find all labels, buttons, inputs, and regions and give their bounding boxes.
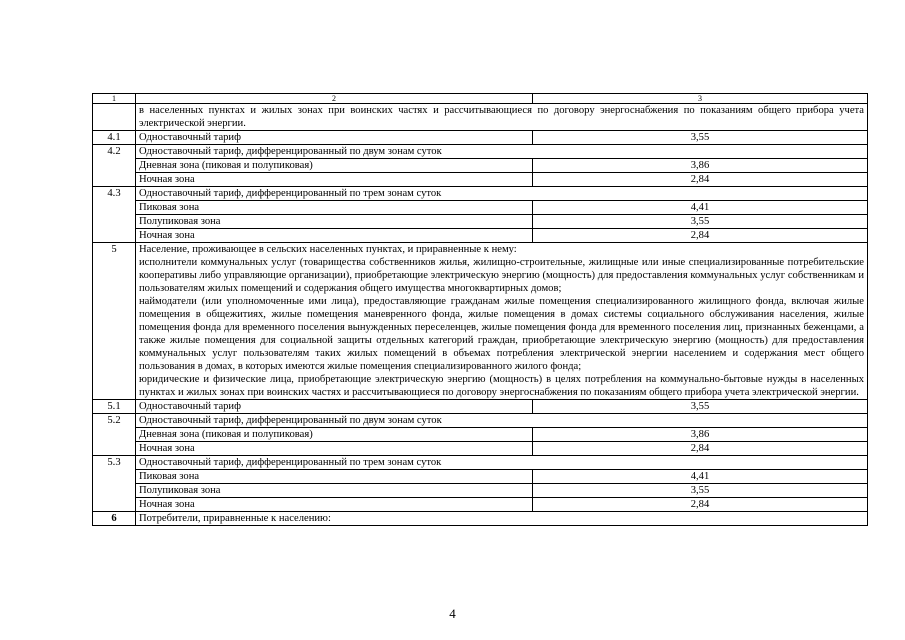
row-number: 4.3 <box>93 187 136 243</box>
row-text: в населенных пунктах и жилых зонах при воинских частях и рассчитывающиеся по договору энергоснабжения по показаниям общего прибора учета электрической энергии. <box>136 104 868 131</box>
header-cell-2: 2 <box>136 94 533 104</box>
row-number: 5.2 <box>93 414 136 456</box>
row-value: 3,55 <box>533 215 868 229</box>
row-number: 5.1 <box>93 400 136 414</box>
table-row <box>93 131 868 145</box>
table-row <box>93 400 868 414</box>
table-row <box>93 229 868 243</box>
row-text: Пиковая зона <box>136 201 533 215</box>
row-value: 3,86 <box>533 428 868 442</box>
row-number: 6 <box>93 512 136 526</box>
row-number <box>93 104 136 131</box>
row-number: 4.1 <box>93 131 136 145</box>
row-text: Ночная зона <box>136 173 533 187</box>
row-number: 5.3 <box>93 456 136 512</box>
table-row <box>93 145 868 159</box>
row-text: Одноставочный тариф, дифференцированный по двум зонам суток <box>136 145 868 159</box>
row-text: Дневная зона (пиковая и полупиковая) <box>136 428 533 442</box>
row-text: Пиковая зона <box>136 470 533 484</box>
row-value: 2,84 <box>533 442 868 456</box>
row-value: 3,55 <box>533 400 868 414</box>
row-value: 4,41 <box>533 470 868 484</box>
row-text: Дневная зона (пиковая и полупиковая) <box>136 159 533 173</box>
row-text: Полупиковая зона <box>136 215 533 229</box>
tariff-table <box>92 93 868 526</box>
row-value: 3,55 <box>533 484 868 498</box>
table-row <box>93 173 868 187</box>
table-row <box>93 104 868 131</box>
section-5-paragraph: юридические и физические лица, приобретающие электрическую энергию (мощность) в целях потребления на коммунально-бытовые нужды в населенных пунктах и жилых зонах при воинских частях и рассчитывающиеся по договору энергоснабжения по показаниям общего прибора учета электрической энергии. <box>139 374 864 398</box>
row-text: Одноставочный тариф, дифференцированный по двум зонам суток <box>136 414 868 428</box>
table-header-row <box>93 94 868 104</box>
section-5-text <box>136 243 868 400</box>
table-row <box>93 470 868 484</box>
row-value: 2,84 <box>533 173 868 187</box>
table-row <box>93 484 868 498</box>
row-text: Одноставочный тариф <box>136 400 533 414</box>
page-number: 4 <box>449 606 456 621</box>
section-5-paragraph: исполнители коммунальных услуг (товарищества собственников жилья, жилищно-строительные, жилищные или иные специализированные потребительские кооперативы либо управляющие организации), приобретающие электрическую энергию (мощность) для предоставления коммунальных услуг собственникам и пользователям жилых помещений и содержания общего имущества многоквартирных домов; <box>139 257 864 294</box>
row-text: Одноставочный тариф, дифференцированный по трем зонам суток <box>136 456 868 470</box>
table-row <box>93 159 868 173</box>
row-value: 3,86 <box>533 159 868 173</box>
header-cell-1: 1 <box>93 94 136 104</box>
table-row <box>93 512 868 526</box>
row-text: Одноставочный тариф <box>136 131 533 145</box>
row-value: 2,84 <box>533 498 868 512</box>
section-5-paragraph: наймодатели (или уполномоченные ими лица), предоставляющие гражданам жилые помещения специализированного жилищного фонда, включая жилые помещения в общежитиях, жилые помещения маневренного фонда, жилые помещения в домах системы социального обслуживания населения, жилые помещения фонда для временного поселения вынужденных переселенцев, жилые помещения фонда для временного поселения лиц, признанных беженцами, а также жилые помещения для социальной защиты отдельных категорий граждан, приобретающие электрическую энергию (мощность) для предоставления коммунальных услуг пользователям таких жилых помещений в объемах потребления электрической энергии населением и содержания мест общего пользования в домах, в которых имеются жилые помещения специализированного жилого фонда; <box>139 296 864 372</box>
row-value: 4,41 <box>533 201 868 215</box>
row-text: Ночная зона <box>136 229 533 243</box>
row-text: Потребители, приравненные к населению: <box>136 512 868 526</box>
table-row <box>93 414 868 428</box>
table-row <box>93 456 868 470</box>
table-row <box>93 428 868 442</box>
section-5-title: Население, проживающее в сельских населенных пунктах, и приравненные к нему: <box>139 244 517 255</box>
row-text: Одноставочный тариф, дифференцированный по трем зонам суток <box>136 187 868 201</box>
row-number: 5 <box>93 243 136 400</box>
table-row-section-5 <box>93 243 868 400</box>
row-value: 2,84 <box>533 229 868 243</box>
table-row <box>93 215 868 229</box>
row-value: 3,55 <box>533 131 868 145</box>
row-number: 4.2 <box>93 145 136 187</box>
table-row <box>93 442 868 456</box>
table-row <box>93 201 868 215</box>
row-text: Полупиковая зона <box>136 484 533 498</box>
table-row <box>93 187 868 201</box>
table-row <box>93 498 868 512</box>
row-text: Ночная зона <box>136 498 533 512</box>
header-cell-3: 3 <box>533 94 868 104</box>
row-text: Ночная зона <box>136 442 533 456</box>
